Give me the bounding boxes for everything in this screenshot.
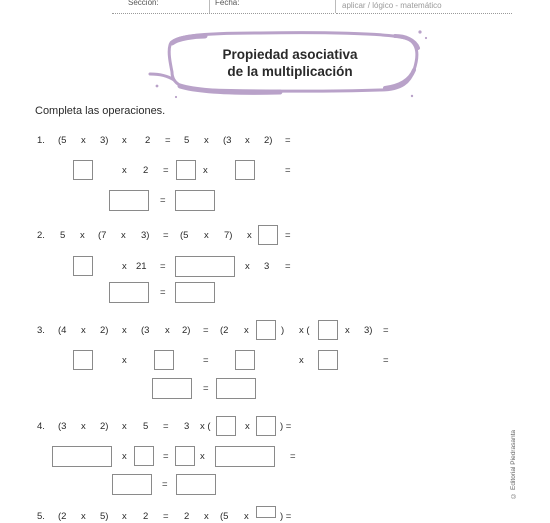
answer-box[interactable] xyxy=(112,474,152,495)
expression-token: x xyxy=(244,325,249,336)
answer-box[interactable] xyxy=(109,282,149,303)
expression-token: = xyxy=(163,421,169,432)
expression-token: 3 xyxy=(184,421,190,432)
row-token: = xyxy=(285,261,291,272)
expression-token: (3 xyxy=(223,135,232,146)
expression-token: x xyxy=(122,325,127,336)
answer-box[interactable] xyxy=(258,225,278,245)
expression-token: ) = xyxy=(280,421,292,432)
expression-token: 5 xyxy=(143,421,149,432)
expression-token: x xyxy=(165,325,170,336)
expression-token: x xyxy=(204,135,209,146)
expression-token: 5 xyxy=(60,230,66,241)
expression-token: = xyxy=(203,325,209,336)
expression-token: x xyxy=(204,511,209,522)
expression-token: = xyxy=(165,135,171,146)
exercise-number: 1. xyxy=(37,135,45,146)
expression-token: (5 xyxy=(58,135,67,146)
expression-token: (2 xyxy=(58,511,67,522)
expression-token: x xyxy=(81,135,86,146)
row-token: = xyxy=(163,451,169,462)
answer-box[interactable] xyxy=(256,320,276,340)
answer-box[interactable] xyxy=(175,282,215,303)
expression-token: 2 xyxy=(145,135,151,146)
row-token: = xyxy=(285,165,291,176)
expression-token: 3) xyxy=(100,135,109,146)
expression-token: = xyxy=(383,325,389,336)
row-token: = xyxy=(160,261,166,272)
expression-token: = xyxy=(163,511,169,522)
expression-token: x xyxy=(121,230,126,241)
expression-token: x xyxy=(81,325,86,336)
expression-token: x xyxy=(204,230,209,241)
row-token: x xyxy=(122,451,127,462)
answer-box[interactable] xyxy=(73,160,93,180)
expression-token: x xyxy=(122,511,127,522)
row-token: = xyxy=(162,479,168,490)
expression-token: (4 xyxy=(58,325,67,336)
expression-token: 2 xyxy=(184,511,190,522)
row-token: 21 xyxy=(136,261,147,272)
row-token: = xyxy=(203,383,209,394)
answer-box[interactable] xyxy=(256,416,276,436)
page-title xyxy=(175,46,405,80)
expression-token: 5 xyxy=(184,135,190,146)
answer-box[interactable] xyxy=(154,350,174,370)
answer-box[interactable] xyxy=(176,474,216,495)
expression-token: 3) xyxy=(364,325,373,336)
expression-token: x xyxy=(81,511,86,522)
expression-token: x xyxy=(81,421,86,432)
answer-box[interactable] xyxy=(215,446,275,467)
answer-box[interactable] xyxy=(235,160,255,180)
row-token: = xyxy=(163,165,169,176)
row-token: x xyxy=(122,165,127,176)
expression-token: = xyxy=(163,230,169,241)
expression-token: (3 xyxy=(141,325,150,336)
answer-box[interactable] xyxy=(216,378,256,399)
expression-token: (2 xyxy=(220,325,229,336)
expression-token: x ( xyxy=(299,325,310,336)
date-label: Fecha: xyxy=(215,0,240,7)
row-token: x xyxy=(122,355,127,366)
row-token: x xyxy=(200,451,205,462)
expression-token: x xyxy=(245,135,250,146)
title-line-1: Propiedad asociativa xyxy=(222,47,358,62)
expression-token: (5 xyxy=(180,230,189,241)
answer-box[interactable] xyxy=(73,256,93,276)
expression-token: ) xyxy=(281,325,285,336)
row-token: x xyxy=(245,261,250,272)
section-label: Sección: xyxy=(128,0,159,7)
answer-box[interactable] xyxy=(175,190,215,211)
row-token: 3 xyxy=(264,261,270,272)
instructions: Completa las operaciones. xyxy=(35,105,166,117)
answer-box[interactable] xyxy=(216,416,236,436)
exercise-number: 5. xyxy=(37,511,45,522)
row-token: = xyxy=(160,195,166,206)
expression-token: x xyxy=(80,230,85,241)
expression-token: x xyxy=(244,511,249,522)
answer-box[interactable] xyxy=(176,160,196,180)
row-token: = xyxy=(160,287,166,298)
answer-box[interactable] xyxy=(73,350,93,370)
expression-token: (5 xyxy=(220,511,229,522)
expression-token: 5) xyxy=(100,511,109,522)
expression-token: 2) xyxy=(264,135,273,146)
answer-box[interactable] xyxy=(109,190,149,211)
answer-box[interactable] xyxy=(318,350,338,370)
expression-token: 2) xyxy=(182,325,191,336)
row-token: = xyxy=(383,355,389,366)
expression-token: = xyxy=(285,135,291,146)
answer-box[interactable] xyxy=(134,446,154,466)
row-token: x xyxy=(122,261,127,272)
answer-box[interactable] xyxy=(318,320,338,340)
expression-token: = xyxy=(285,230,291,241)
expression-token: ) = xyxy=(280,511,292,522)
expression-token: x ( xyxy=(200,421,211,432)
row-token: x xyxy=(299,355,304,366)
answer-box[interactable] xyxy=(175,256,235,277)
exercise-number: 4. xyxy=(37,421,45,432)
expression-token: x xyxy=(122,421,127,432)
expression-token: 2 xyxy=(143,511,149,522)
exercise-number: 3. xyxy=(37,325,45,336)
expression-token: x xyxy=(345,325,350,336)
copyright-notice: © Editorial Piedrasanta xyxy=(510,430,517,499)
title-line-2: de la multiplicación xyxy=(227,64,353,79)
expression-token: x xyxy=(245,421,250,432)
expression-token: (3 xyxy=(58,421,67,432)
expression-token: x xyxy=(122,135,127,146)
answer-box[interactable] xyxy=(175,446,195,466)
skill-line: aplicar / lógico - matemático xyxy=(342,1,442,10)
expression-token: 3) xyxy=(141,230,150,241)
row-token: 2 xyxy=(143,165,149,176)
answer-box[interactable] xyxy=(256,506,276,518)
expression-token: 2) xyxy=(100,421,109,432)
expression-token: 7) xyxy=(224,230,233,241)
expression-token: (7 xyxy=(98,230,107,241)
answer-box[interactable] xyxy=(235,350,255,370)
exercise-number: 2. xyxy=(37,230,45,241)
row-token: = xyxy=(203,355,209,366)
expression-token: 2) xyxy=(100,325,109,336)
row-token: x xyxy=(203,165,208,176)
expression-token: x xyxy=(247,230,252,241)
row-token: = xyxy=(290,451,296,462)
answer-box[interactable] xyxy=(52,446,112,467)
answer-box[interactable] xyxy=(152,378,192,399)
